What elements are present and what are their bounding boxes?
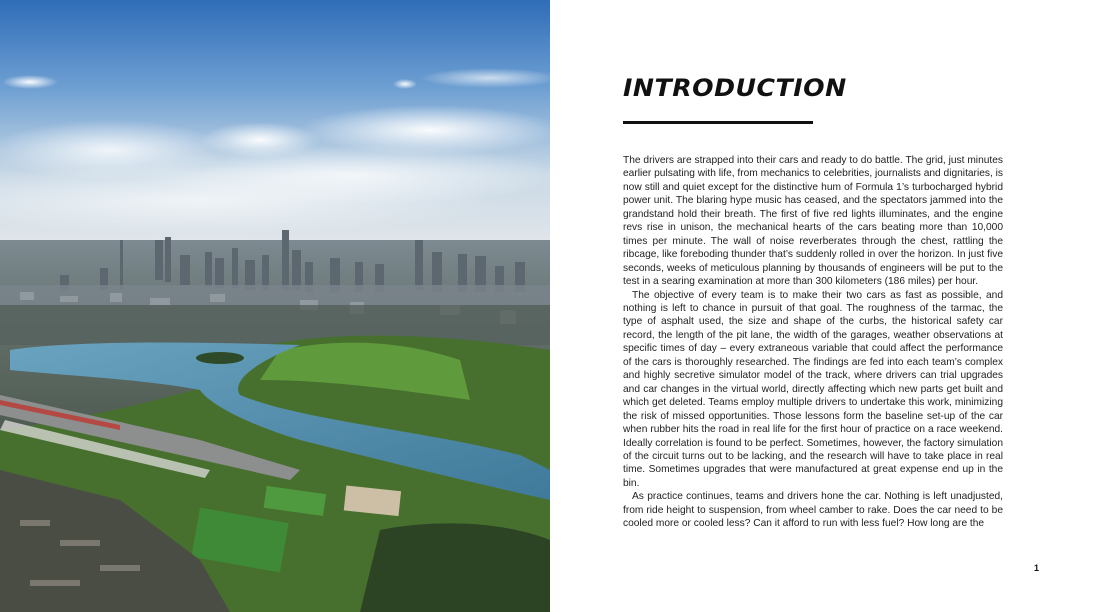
paragraph-2: The objective of every team is to make their two cars as fast as possible, and nothing is left to chance in pursuit of that goal. The roughness of the tarmac, the type of asphalt used, the size and shape of the curbs, the historical safety car record, the length of the pit lane, the width of the garages, weather observations at specific times of day – every extraneous variable that could affect the performance of the cars is thoroughly researched. The findings are fed into each team’s complex and highly secretive simulator model of the track, where drivers can trial upgrades and car changes in the virtual world, directly affecting which new parts get built and which get deleted. Teams employ multiple drivers to undertake this work, minimizing the risk of missed opportunities. Those lessons form the baseline set-up of the car when rubber hits the road in real life for the first hour of practice on a race weekend. Ideally correlation is found to be perfect. Sometimes, however, the factory simulation of the circuit turns out to be lacking, and the research will have to take place in real time. Sometimes upgrades that were manufactured at great expense end up in the bin. xyxy=(623,289,1003,489)
text-page xyxy=(550,0,1100,612)
body-text xyxy=(623,154,1003,531)
paragraph-1: The drivers are strapped into their cars and ready to do battle. The grid, just minutes earlier pulsating with life, from mechanics to celebrities, journalists and dignitaries, is now still and quiet except for the distinctive hum of Formula 1’s turbocharged hybrid power unit. The blaring hype music has ceased, and the spectators jammed into the grandstand hold their breath. The first of five red lights illuminates, and the engine revs rise in unison, the mechanical hearts of the cars beating more than 10,000 times per minute. The wall of noise reverberates through the chest, rattling the ribcage, like foreboding thunder that’s suddenly rolled in over the horizon. In just five seconds, weeks of meticulous planning by thousands of engineers will be put to the test in a searing examination at more than 300 kilometers (186 miles) per hour. xyxy=(623,155,1003,288)
title-underline xyxy=(623,121,813,124)
page-title: INTRODUCTION xyxy=(623,74,847,102)
page-number: 1 xyxy=(1034,563,1040,573)
paragraph-3: As practice continues, teams and drivers hone the car. Nothing is left unadjusted, from ride height to suspension, from wheel camber to rake. Does the car need to be cooled more or cooled less? Can it afford to run with less fuel? How long are the xyxy=(623,491,1003,530)
